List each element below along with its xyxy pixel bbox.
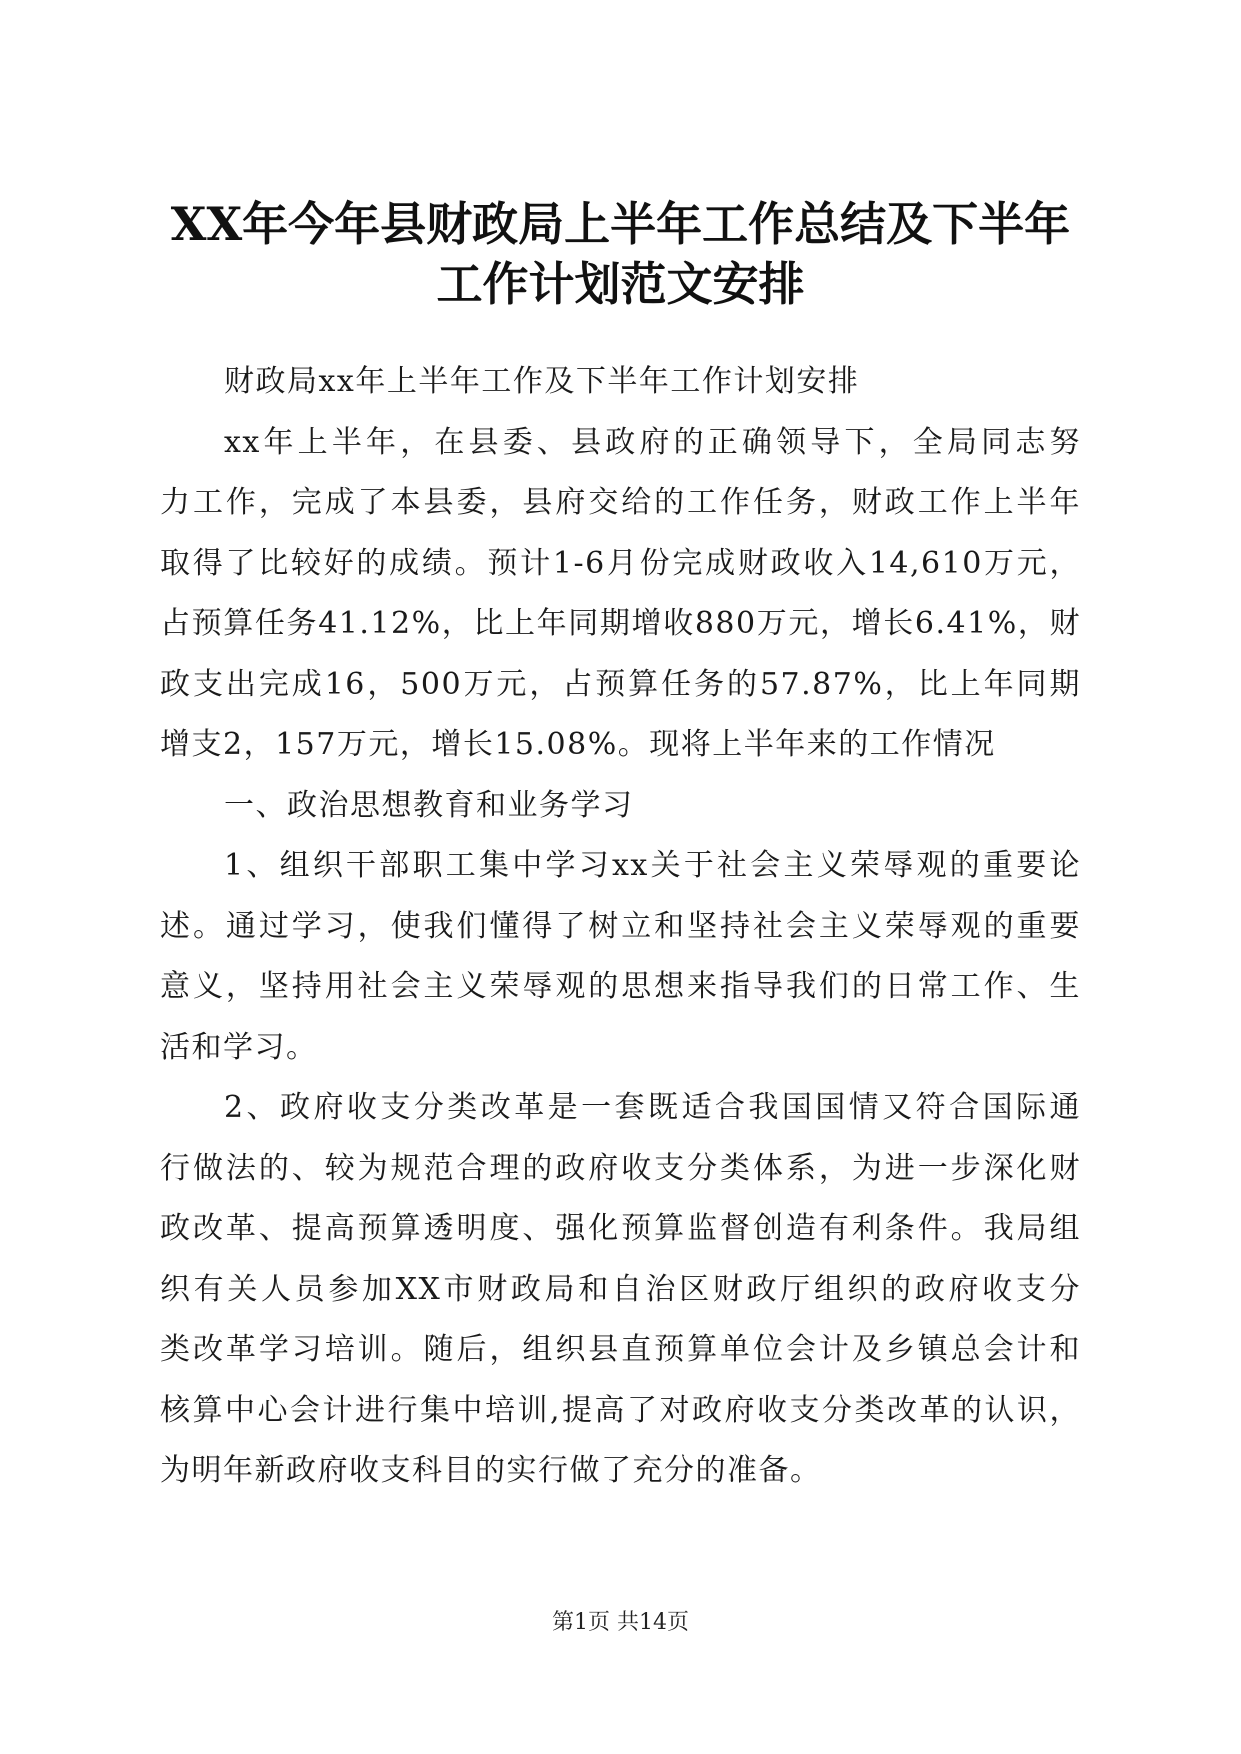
text-line: 织有关人员参加XX市财政局和自治区财政厅组织的政府收支分 (160, 1271, 1081, 1307)
text-line: 核算中心会计进行集中培训,提高了对政府收支分类改革的认识， (160, 1392, 1081, 1428)
document-title (160, 194, 1081, 314)
paragraph-item-1 (160, 836, 1081, 1078)
paragraph-summary (160, 413, 1081, 776)
text-line: 政改革、提高预算透明度、强化预算监督创造有利条件。我局组 (160, 1211, 1081, 1246)
paragraph-item-2 (160, 1078, 1081, 1502)
text-line: 增支2，157万元，增长15.08%。现将上半年来的工作情况 (160, 727, 996, 762)
document-body (160, 352, 1081, 1502)
section-heading (160, 776, 1081, 837)
text-line: 活和学习。 (160, 1029, 318, 1065)
text-line: 为明年新政府收支科目的实行做了充分的准备。 (160, 1453, 822, 1488)
text-line: 一、政治思想教育和业务学习 (224, 787, 634, 823)
text-line: 行做法的、较为规范合理的政府收支分类体系，为进一步深化财 (160, 1150, 1081, 1186)
text-line: 意义，坚持用社会主义荣辱观的思想来指导我们的日常工作、生 (160, 969, 1081, 1004)
page-footer: 第1页 共14页 (552, 1610, 689, 1635)
text-line: 力工作，完成了本县委，县府交给的工作任务，财政工作上半年 (160, 485, 1081, 520)
text-line: 取得了比较好的成绩。预计1-6月份完成财政收入14,610万元， (160, 545, 1081, 581)
title-line-2: 工作计划范文安排 (436, 257, 805, 311)
text-line: xx年上半年，在县委、县政府的正确领导下，全局同志努 (224, 424, 1081, 460)
text-line: 2、政府收支分类改革是一套既适合我国国情又符合国际通 (224, 1090, 1081, 1125)
text-line: 财政局xx年上半年工作及下半年工作计划安排 (224, 364, 860, 399)
text-line: 1、组织干部职工集中学习xx关于社会主义荣辱观的重要论 (224, 848, 1081, 883)
text-line: 述。通过学习，使我们懂得了树立和坚持社会主义荣辱观的重要 (160, 908, 1081, 944)
text-line: 占预算任务41.12%，比上年同期增收880万元，增长6.41%，财 (160, 606, 1081, 641)
title-line-1: XX年今年县财政局上半年工作总结及下半年 (170, 197, 1071, 251)
text-line: 类改革学习培训。随后，组织县直预算单位会计及乡镇总会计和 (160, 1332, 1081, 1367)
text-line: 政支出完成16，500万元，占预算任务的57.87%，比上年同期 (160, 666, 1081, 702)
paragraph-subtitle (160, 352, 1081, 413)
